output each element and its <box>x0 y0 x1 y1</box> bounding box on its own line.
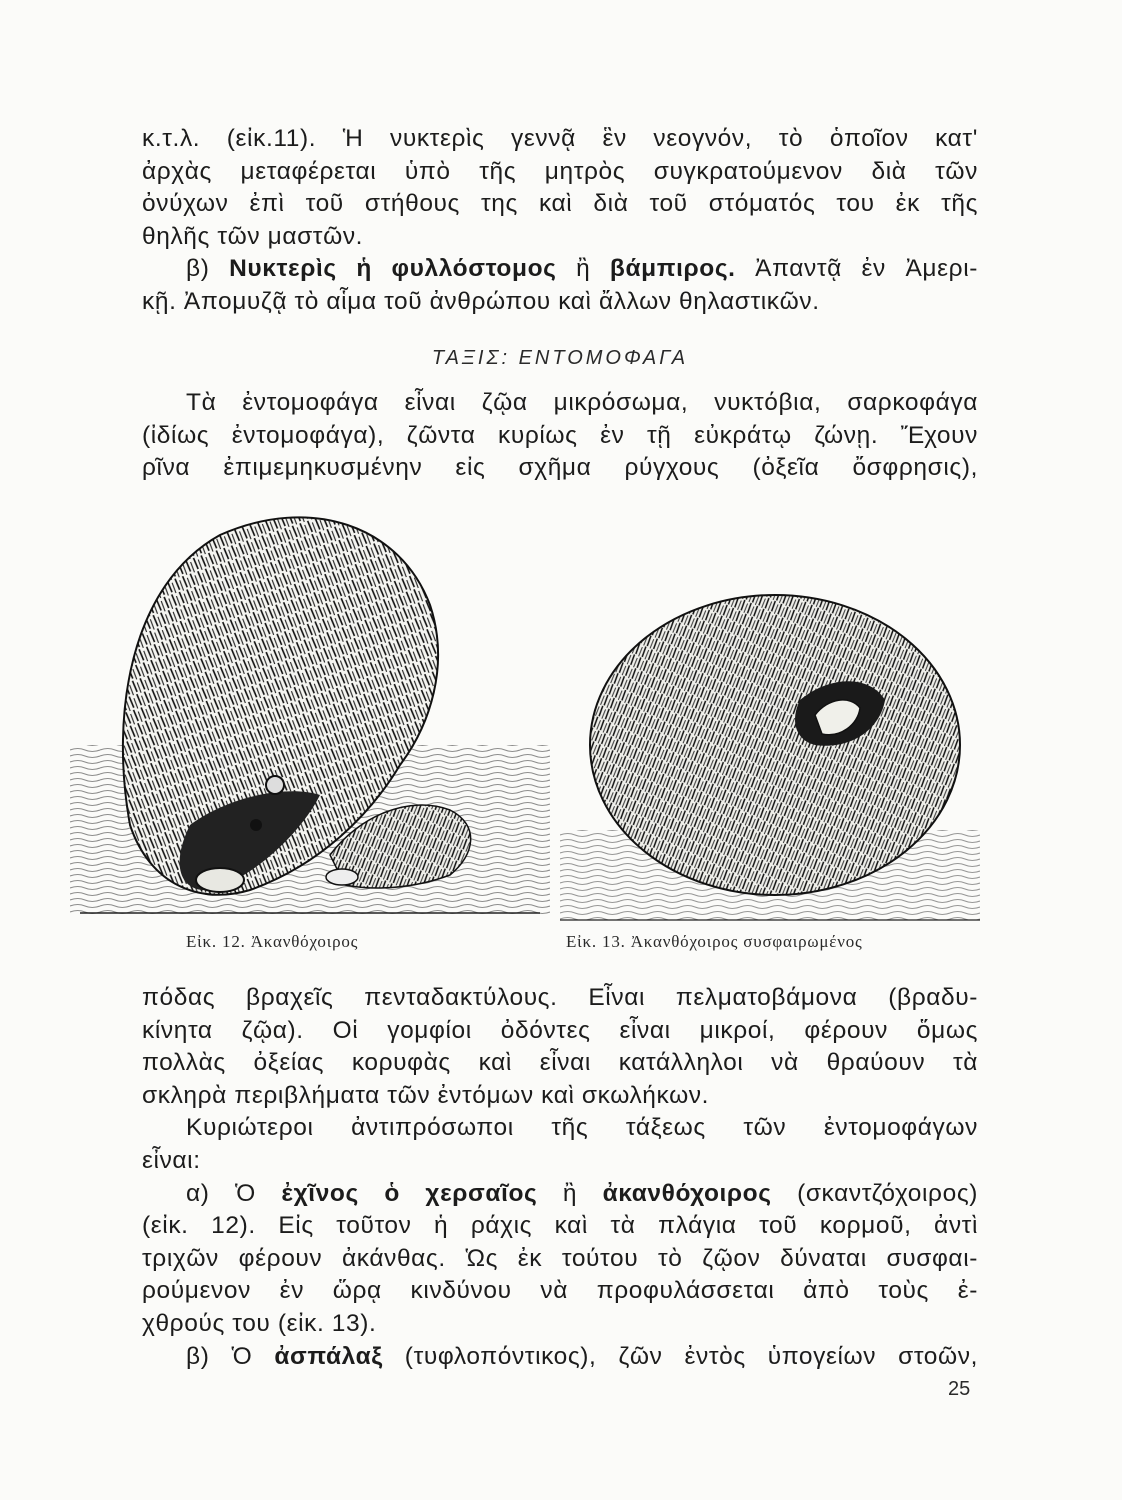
text-line: (ἰδίως ἐντομοφάγα), ζῶντα κυρίως ἐν τῇ εὐκράτῳ ζώνῃ. Ἔχουν <box>142 421 978 449</box>
text-line: πολλὰς ὀξείας κορυφὰς καὶ εἶναι κατάλληλοι νὰ θραύουν τὰ <box>142 1049 978 1077</box>
insectivores-text-block <box>142 387 978 485</box>
vampire-bat-name: Νυκτερὶς ἡ φυλλόστομος <box>229 255 557 283</box>
text-line: τριχῶν φέρουν ἀκάνθας. Ὡς ἐκ τούτου τὸ ζῷον δύναται συσφαι- <box>142 1244 978 1272</box>
text-line: κίνητα ζῷα). Οἱ γομφίοι ὀδόντες εἶναι μικροί, φέρουν ὅμως <box>142 1016 978 1044</box>
hedgehog-name: ἐχῖνος ὁ χερσαῖος <box>281 1179 538 1207</box>
text-line: χθρούς του (εἰκ. 13). <box>142 1309 377 1337</box>
hedgehog-illustration <box>70 495 550 925</box>
vampire-bat-alias: βάμπιρος. <box>609 255 736 283</box>
main-text-block <box>142 982 978 1373</box>
text-line: Τὰ ἐντομοφάγα εἶναι ζῷα μικρόσωμα, νυκτόβια, σαρκοφάγα <box>186 389 978 416</box>
hedgehog-line: α) Ὁ ἐχῖνος ὁ χερσαῖος ἢ ἀκανθόχοιρος (σκαντζόχοιρος) <box>186 1179 978 1207</box>
mole-line: β) Ὁ ἀσπάλαξ (τυφλοπόντικος), ζῶν ἐντὸς ὑπογείων στοῶν, <box>186 1342 978 1370</box>
text-line: πόδας βραχεῖς πενταδακτύλους. Εἶναι πελματοβάμονα (βραδυ- <box>142 984 978 1011</box>
text-line: θηλῆς τῶν μαστῶν. <box>142 222 364 250</box>
section-heading: ΤΑΞΙΣ: ΕΝΤΟΜΟΦΑΓΑ <box>431 347 689 369</box>
rolled-hedgehog-illustration <box>560 580 980 925</box>
text-line: (εἰκ. 12). Εἰς τοῦτον ἡ ράχις καὶ τὰ πλάγια τοῦ κορμοῦ, ἀντὶ <box>142 1212 978 1240</box>
figure-13-caption: Εἰκ. 13. Ἀκανθόχοιρος συσφαιρωμένος <box>566 932 863 951</box>
text-line: κῇ. Ἀπομυζᾷ τὸ αἷμα τοῦ ἀνθρώπου καὶ ἄλλων θηλαστικῶν. <box>142 287 820 315</box>
vampire-bat-line: β) Νυκτερὶς ἡ φυλλόστομος ἢ βάμπιρος. Ἀπαντᾷ ἐν Ἀμερι- <box>186 255 979 283</box>
text-line: Κυριώτεροι ἀντιπρόσωποι τῆς τάξεως τῶν ἐντομοφάγων <box>186 1114 978 1142</box>
intro-text-block <box>142 123 978 319</box>
text-line: ὀνύχων ἐπὶ τοῦ στήθους της καὶ διὰ τοῦ στόματός του ἐκ τῆς <box>142 190 978 218</box>
figure-12-caption: Εἰκ. 12. Ἀκανθόχοιρος <box>186 932 359 951</box>
hedgehog-alias: ἀκανθόχοιρος <box>602 1179 772 1207</box>
text-line: ἀρχὰς μεταφέρεται ὑπὸ τῆς μητρὸς συγκρατούμενον διὰ τῶν <box>142 157 978 185</box>
page-number: 25 <box>948 1378 971 1400</box>
text-line: ρούμενον ἐν ὥρᾳ κινδύνου νὰ προφυλάσσεται ἀπὸ τοὺς ἐ- <box>142 1277 978 1305</box>
text-line: εἶναι: <box>142 1146 201 1174</box>
mole-name: ἀσπάλαξ <box>274 1342 383 1370</box>
text-line: κ.τ.λ. (εἰκ.11). Ἡ νυκτερὶς γεννᾷ ἓν νεογνόν, τὸ ὁποῖον κατ' <box>142 125 978 152</box>
text-line: ρῖνα ἐπιμεμηκυσμένην εἰς σχῆμα ρύγχους (ὀξεῖα ὄσφρησις), <box>142 454 978 482</box>
text-line: σκληρὰ περιβλήματα τῶν ἐντόμων καὶ σκωλήκων. <box>142 1081 710 1109</box>
